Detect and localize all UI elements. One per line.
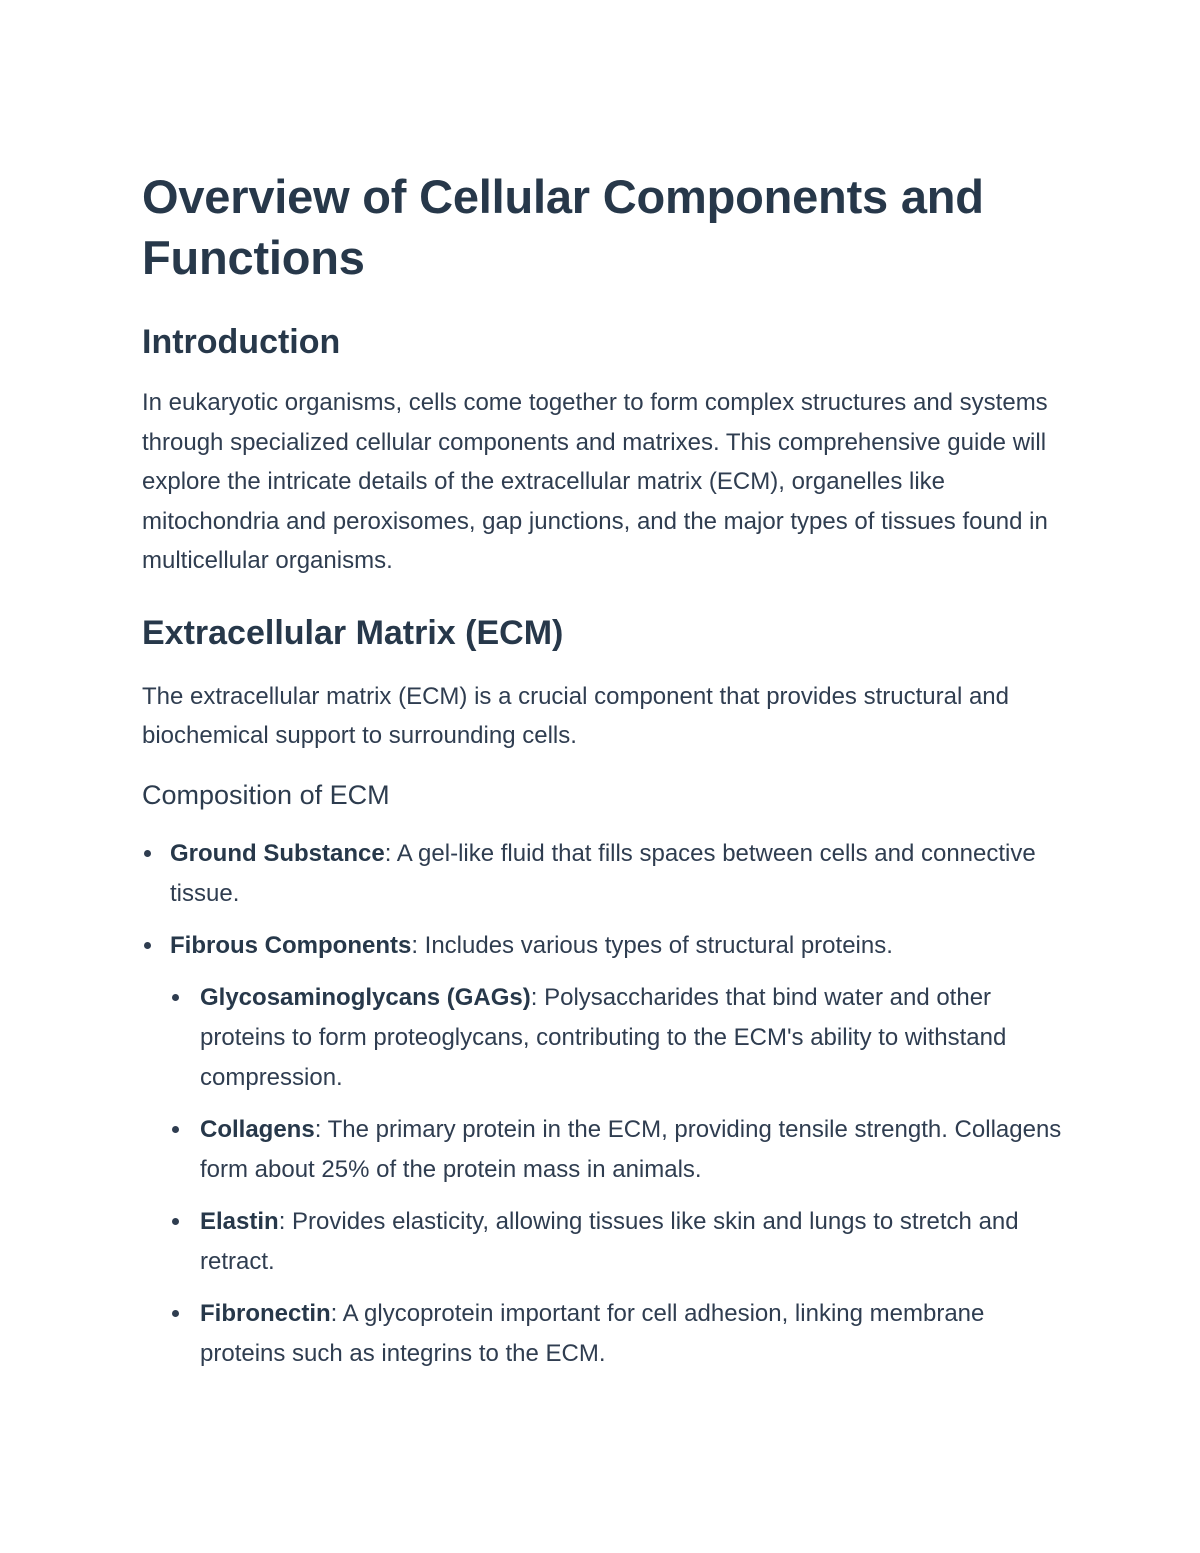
sublist-item-fibronectin	[170, 1294, 1072, 1374]
bullet-icon	[172, 994, 179, 1001]
list-item-term: Ground Substance	[170, 839, 385, 867]
introduction-paragraph: In eukaryotic organisms, cells come together to form complex structures and systems through specialized cellular components and matrixes. This comprehensive guide will explore the intricate details of the extracellular matrix (ECM), organelles like mitochondria and peroxisomes, gap junctions, and the major types of tissues found in multicellular organisms.	[142, 389, 1048, 574]
ecm-heading: Extracellular Matrix (ECM)	[142, 613, 564, 652]
sublist-item-text: : Polysaccharides that bind water and other proteins to form proteoglycans, contributing to the ECM's ability to withstand compression.	[200, 983, 1007, 1091]
composition-list	[142, 834, 1072, 1374]
sublist-item-collagens	[170, 1110, 1072, 1190]
sublist-item-term: Fibronectin	[200, 1299, 331, 1327]
sublist-item-text: : The primary protein in the ECM, providing tensile strength. Collagens form about 25% of the protein mass in animals.	[200, 1115, 1062, 1183]
introduction-heading: Introduction	[142, 323, 341, 361]
sublist-item-elastin	[170, 1202, 1072, 1282]
bullet-icon	[172, 1126, 179, 1133]
bullet-icon	[172, 1310, 179, 1317]
ecm-paragraph: The extracellular matrix (ECM) is a crucial component that provides structural and biochemical support to surrounding cells.	[142, 682, 1009, 749]
page-title: Overview of Cellular Components and Functions	[142, 170, 984, 284]
sublist-item-term: Elastin	[200, 1207, 279, 1235]
list-item-term: Fibrous Components	[170, 931, 412, 959]
document-page	[142, 166, 1072, 1386]
fibrous-components-sublist	[170, 978, 1072, 1374]
list-item-text: : A gel-like fluid that fills spaces between cells and connective tissue.	[170, 839, 1036, 907]
composition-heading: Composition of ECM	[142, 779, 390, 810]
bullet-icon	[172, 1218, 179, 1225]
sublist-item-term: Glycosaminoglycans (GAGs)	[200, 983, 531, 1011]
sublist-item-gags	[170, 978, 1072, 1098]
list-item-ground-substance	[142, 834, 1072, 914]
list-item-fibrous-components	[142, 926, 1072, 1374]
sublist-item-text: : Provides elasticity, allowing tissues like skin and lungs to stretch and retract.	[200, 1207, 1019, 1275]
sublist-item-text: : A glycoprotein important for cell adhesion, linking membrane proteins such as integrins to the ECM.	[200, 1299, 985, 1367]
sublist-item-term: Collagens	[200, 1115, 315, 1143]
list-item-text: : Includes various types of structural proteins.	[411, 931, 893, 959]
bullet-icon	[144, 942, 151, 949]
bullet-icon	[144, 850, 151, 857]
